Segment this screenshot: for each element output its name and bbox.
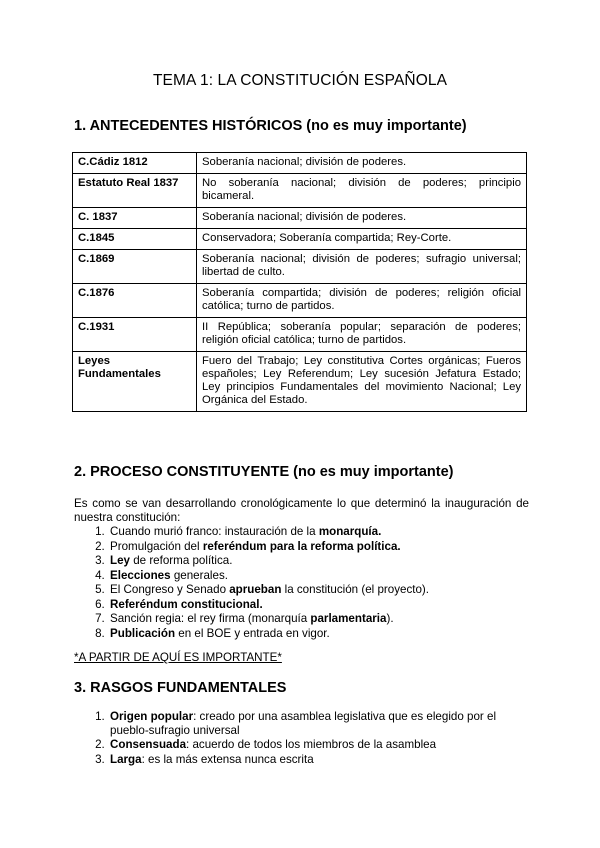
step-bold-text: aprueban (229, 583, 282, 596)
table-value-cell: Conservadora; Soberanía compartida; Rey-Corte. (197, 229, 527, 250)
rasgo-description: : acuerdo de todos los miembros de la asamblea (186, 738, 437, 751)
table-value-cell: No soberanía nacional; división de poderes; principio bicameral. (197, 174, 527, 208)
table-row (73, 174, 527, 208)
table-value-cell: Soberanía nacional; división de poderes. (197, 208, 527, 229)
table-value-cell: Soberanía nacional; división de poderes; sufragio universal; libertad de culto. (197, 250, 527, 284)
proceso-steps-list (74, 525, 528, 641)
table-value-cell: Fuero del Trabajo; Ley constitutiva Cortes orgánicas; Fueros españoles; Ley Referendum; Ley sucesión Jefatura Estado; Ley principios Fundamentales del movimiento Nacional; Ley Orgánica del Estado. (197, 352, 527, 412)
table-row (73, 250, 527, 284)
step-bold-text: referéndum para la reforma política. (202, 539, 401, 553)
table-value-cell: II República; soberanía popular; separación de poderes; religión oficial católica; turno de partidos. (197, 318, 527, 352)
table-row (73, 229, 527, 250)
list-item (108, 710, 529, 737)
list-item (108, 554, 528, 569)
step-bold-text: parlamentaria (310, 612, 387, 625)
section-heading-rasgos: 3. RASGOS FUNDAMENTALES (74, 680, 287, 696)
table-key-cell: C.1845 (73, 229, 197, 250)
step-text: generales. (170, 568, 228, 582)
table-value-cell: Soberanía compartida; división de poderes; religión oficial católica; turno de partidos. (197, 284, 527, 318)
table-row (73, 318, 527, 352)
rasgo-term: Larga (110, 752, 142, 766)
step-text: Cuando murió franco: instauración de la (110, 525, 319, 538)
table-key-cell: C.Cádiz 1812 (73, 153, 197, 174)
proceso-intro-paragraph: Es como se van desarrollando cronológicamente lo que determinó la inauguración de nuestra constitución: (74, 497, 529, 524)
list-item (108, 753, 529, 767)
table-key-cell: Leyes Fundamentales (73, 352, 197, 412)
table-value-cell: Soberanía nacional; división de poderes. (197, 153, 527, 174)
rasgos-list (74, 710, 529, 767)
table-key-cell: Estatuto Real 1837 (73, 174, 197, 208)
list-item (108, 627, 528, 642)
antecedentes-table (72, 152, 527, 412)
list-item (108, 540, 528, 555)
section-heading-proceso: 2. PROCESO CONSTITUYENTE (no es muy importante) (74, 464, 454, 480)
step-bold-text: monarquía. (318, 525, 382, 538)
table-key-cell: C.1931 (73, 318, 197, 352)
rasgo-term: Origen popular (110, 710, 194, 723)
list-item (108, 738, 529, 752)
list-item (108, 569, 528, 584)
section-heading-antecedentes: 1. ANTECEDENTES HISTÓRICOS (no es muy importante) (74, 118, 467, 134)
step-text: en el BOE y entrada en vigor. (175, 626, 330, 640)
table-row (73, 208, 527, 229)
rasgo-term: Consensuada (110, 738, 187, 751)
step-text: Sanción regia: el rey firma (monarquía (110, 612, 311, 625)
rasgo-description: : es la más extensa nunca escrita (141, 752, 314, 766)
page-title: TEMA 1: LA CONSTITUCIÓN ESPAÑOLA (152, 72, 448, 89)
step-text: de reforma política. (129, 554, 233, 567)
rasgo-description: : creado por una asamblea legislativa que es elegido por el pueblo-sufragio universal (110, 710, 497, 737)
step-bold-text: Referéndum constitucional. (110, 597, 263, 611)
step-bold-text: Ley (110, 554, 130, 567)
step-text: El Congreso y Senado (110, 583, 230, 596)
step-text: la constitución (el proyecto). (281, 583, 429, 596)
step-bold-text: Elecciones (110, 568, 171, 582)
step-text: Promulgación del (110, 539, 203, 553)
step-bold-text: Publicación (110, 626, 176, 640)
table-row (73, 352, 527, 412)
list-item (108, 598, 528, 613)
table-row (73, 153, 527, 174)
list-item (108, 525, 528, 540)
table-key-cell: C.1869 (73, 250, 197, 284)
table-key-cell: C.1876 (73, 284, 197, 318)
step-text: ). (386, 612, 394, 625)
table-row (73, 284, 527, 318)
table-key-cell: C. 1837 (73, 208, 197, 229)
list-item (108, 612, 528, 627)
list-item (108, 583, 528, 598)
important-note: *A PARTIR DE AQUÍ ES IMPORTANTE* (74, 651, 282, 664)
